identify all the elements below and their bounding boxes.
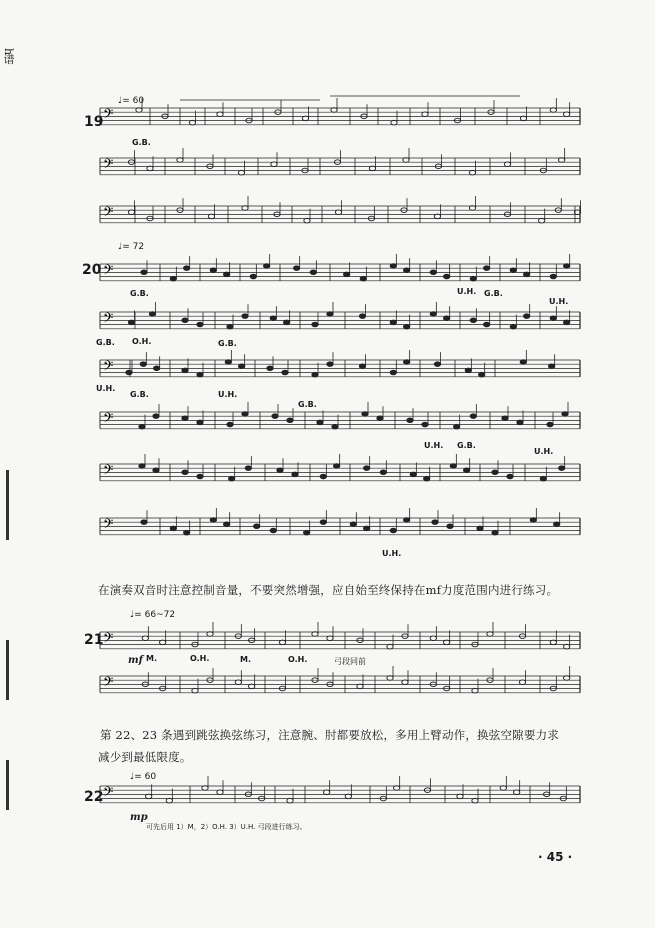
note-marks xyxy=(126,96,581,803)
note-head xyxy=(430,636,436,641)
note-head xyxy=(432,520,438,525)
note-head xyxy=(140,362,146,367)
bowing-label: U.H. xyxy=(457,287,477,296)
tempo-ex19: ♩= 60 xyxy=(118,96,145,106)
note-head xyxy=(272,414,278,419)
note-head xyxy=(142,636,148,641)
bowing-label: U.H. xyxy=(424,441,444,450)
note-head xyxy=(227,422,233,427)
note-head xyxy=(563,320,569,325)
note-head xyxy=(360,276,366,281)
binding-edge-2 xyxy=(6,640,9,700)
bowing-label: 弓段同前 xyxy=(334,657,366,666)
note-head xyxy=(217,790,223,795)
note-head xyxy=(523,314,529,319)
note-head xyxy=(293,266,299,271)
note-head xyxy=(292,472,298,477)
note-head xyxy=(189,120,195,125)
note-head xyxy=(177,158,183,163)
note-head xyxy=(327,362,333,367)
bass-clef-icon: 𝄢 xyxy=(103,106,114,125)
note-head xyxy=(472,798,478,803)
note-head xyxy=(327,636,333,641)
note-head xyxy=(453,424,459,429)
note-head xyxy=(250,274,256,279)
note-head xyxy=(357,684,363,689)
note-head xyxy=(312,322,318,327)
note-head xyxy=(183,530,189,535)
note-head xyxy=(312,632,318,637)
note-head xyxy=(270,316,276,321)
note-head xyxy=(310,270,316,275)
note-head xyxy=(407,418,413,423)
note-head xyxy=(141,520,147,525)
footnote-ex22: 可先后用 1）M，2）O.H. 3）U.H. 弓段进行练习。 xyxy=(146,823,307,831)
note-head xyxy=(530,518,536,523)
note-head xyxy=(270,528,276,533)
note-head xyxy=(478,372,484,377)
note-head xyxy=(128,320,134,325)
note-head xyxy=(153,366,159,371)
note-head xyxy=(223,522,229,527)
note-head xyxy=(332,424,338,429)
note-head xyxy=(159,640,165,645)
note-head xyxy=(443,274,449,279)
note-head xyxy=(563,676,569,681)
bass-clef-icon: 𝄢 xyxy=(103,784,114,803)
note-head xyxy=(207,632,213,637)
note-head xyxy=(153,468,159,473)
note-head xyxy=(147,166,153,171)
note-head xyxy=(563,112,569,117)
note-head xyxy=(390,320,396,325)
note-head xyxy=(548,364,554,369)
bass-clef-icon: 𝄢 xyxy=(103,262,114,281)
note-head xyxy=(227,324,233,329)
page-number: · 45 · xyxy=(538,850,573,864)
note-head xyxy=(483,322,489,327)
note-head xyxy=(403,360,409,365)
note-head xyxy=(447,524,453,529)
note-head xyxy=(500,786,506,791)
binding-mark: h谱 xyxy=(2,48,15,63)
note-head xyxy=(410,472,416,477)
note-head xyxy=(327,312,333,317)
note-head xyxy=(422,112,428,117)
bowing-label: O.H. xyxy=(132,337,152,346)
note-head xyxy=(477,526,483,531)
note-head xyxy=(317,420,323,425)
tempo-ex22: ♩= 60 xyxy=(130,772,157,782)
bass-clef-icon: 𝄢 xyxy=(103,674,114,693)
note-head xyxy=(126,370,132,375)
note-head xyxy=(465,368,471,373)
bass-clef-icon: 𝄢 xyxy=(103,204,114,223)
note-head xyxy=(359,314,365,319)
note-head xyxy=(540,476,546,481)
bowing-label: G.B. xyxy=(298,400,317,409)
note-head xyxy=(430,270,436,275)
bowing-label: O.H. xyxy=(288,655,308,664)
note-head xyxy=(390,370,396,375)
tempo-ex21: ♩= 66~72 xyxy=(130,610,176,620)
note-head xyxy=(553,522,559,527)
note-head xyxy=(283,320,289,325)
note-head xyxy=(387,644,393,649)
note-head xyxy=(434,362,440,367)
note-head xyxy=(287,798,293,803)
note-head xyxy=(335,210,341,215)
note-head xyxy=(403,518,409,523)
note-head xyxy=(457,794,463,799)
note-head xyxy=(402,680,408,685)
note-head xyxy=(166,798,172,803)
bowing-label: M. xyxy=(146,654,157,663)
note-head xyxy=(510,268,516,273)
note-head xyxy=(519,680,525,685)
note-head xyxy=(235,680,241,685)
note-head xyxy=(238,170,244,175)
bass-clef-icon: 𝄢 xyxy=(103,630,114,649)
note-head xyxy=(245,466,251,471)
note-head xyxy=(563,644,569,649)
note-head xyxy=(149,312,155,317)
note-head xyxy=(345,794,351,799)
note-head xyxy=(363,526,369,531)
note-head xyxy=(550,316,556,321)
note-head xyxy=(507,474,513,479)
note-head xyxy=(287,418,293,423)
note-head xyxy=(225,360,231,365)
note-head xyxy=(197,322,203,327)
note-head xyxy=(182,416,188,421)
note-head xyxy=(430,312,436,317)
note-head xyxy=(331,108,337,113)
note-head xyxy=(139,424,145,429)
bowing-label: G.B. xyxy=(218,339,237,348)
note-head xyxy=(483,266,489,271)
bowing-label: U.H. xyxy=(96,384,116,393)
note-head xyxy=(487,632,493,637)
note-head xyxy=(304,218,310,223)
note-head xyxy=(263,264,269,269)
note-head xyxy=(139,464,145,469)
note-head xyxy=(492,530,498,535)
note-head xyxy=(350,522,356,527)
bowing-label: G.B. xyxy=(484,289,503,298)
note-head xyxy=(443,640,449,645)
note-head xyxy=(303,530,309,535)
note-head xyxy=(403,268,409,273)
instruction-ex22-23-line2: 减少到最低限度。 xyxy=(98,750,192,764)
note-head xyxy=(197,420,203,425)
note-head xyxy=(377,416,383,421)
note-head xyxy=(153,414,159,419)
note-head xyxy=(558,158,564,163)
note-head xyxy=(228,476,234,481)
instruction-ex21: 在演奏双音时注意控制音量，不要突然增强，应自始至终保持在mf力度范围内进行练习。 xyxy=(98,583,559,597)
note-head xyxy=(517,420,523,425)
note-head xyxy=(145,794,151,799)
bowing-label: G.B. xyxy=(130,289,149,298)
note-head xyxy=(469,206,475,211)
note-head xyxy=(182,318,188,323)
note-head xyxy=(434,214,440,219)
note-head xyxy=(369,166,375,171)
note-head xyxy=(136,108,142,113)
bowing-label: G.B. xyxy=(132,138,151,147)
note-head xyxy=(277,468,283,473)
note-head xyxy=(470,276,476,281)
note-head xyxy=(387,676,393,681)
note-head xyxy=(390,528,396,533)
note-head xyxy=(558,466,564,471)
bowing-label: U.H. xyxy=(382,549,402,558)
note-head xyxy=(170,526,176,531)
note-head xyxy=(363,466,369,471)
note-head xyxy=(562,412,568,417)
note-head xyxy=(470,414,476,419)
note-head xyxy=(170,276,176,281)
bowing-label: U.H. xyxy=(549,297,569,306)
bass-clef-icon: 𝄢 xyxy=(103,410,114,429)
note-head xyxy=(128,210,134,215)
note-head xyxy=(391,120,397,125)
note-head xyxy=(238,364,244,369)
exercise-number-21: 21 xyxy=(84,632,104,648)
dynamic-ex21: mf xyxy=(128,655,143,666)
note-head xyxy=(523,272,529,277)
note-head xyxy=(403,158,409,163)
note-head xyxy=(550,640,556,645)
bowing-label: G.B. xyxy=(457,441,476,450)
note-head xyxy=(282,370,288,375)
note-head xyxy=(208,214,214,219)
note-head xyxy=(504,162,510,167)
note-head xyxy=(267,366,273,371)
note-head xyxy=(470,318,476,323)
note-head xyxy=(320,474,326,479)
note-head xyxy=(520,116,526,121)
note-head xyxy=(217,112,223,117)
bowing-label: M. xyxy=(240,655,251,664)
bass-clef-icon: 𝄢 xyxy=(103,358,114,377)
bowing-label: O.H. xyxy=(190,654,210,663)
note-head xyxy=(248,684,254,689)
note-head xyxy=(550,108,556,113)
note-head xyxy=(210,518,216,523)
bass-clef-icon: 𝄢 xyxy=(103,516,114,535)
note-head xyxy=(242,412,248,417)
note-head xyxy=(343,272,349,277)
note-head xyxy=(423,476,429,481)
note-head xyxy=(380,470,386,475)
note-head xyxy=(182,470,188,475)
note-head xyxy=(450,464,456,469)
bass-clef-icon: 𝄢 xyxy=(103,462,114,481)
note-head xyxy=(192,688,198,693)
note-head xyxy=(422,422,428,427)
note-head xyxy=(520,360,526,365)
note-head xyxy=(271,162,277,167)
note-head xyxy=(492,470,498,475)
exercise-number-20: 20 xyxy=(82,262,102,278)
note-head xyxy=(510,324,516,329)
bass-clef-icon: 𝄢 xyxy=(103,156,114,175)
bowing-label: U.H. xyxy=(534,447,554,456)
note-head xyxy=(323,790,329,795)
note-head xyxy=(312,372,318,377)
note-head xyxy=(563,264,569,269)
note-head xyxy=(513,790,519,795)
note-head xyxy=(393,786,399,791)
tempo-ex20: ♩= 72 xyxy=(118,242,145,252)
note-head xyxy=(472,688,478,693)
note-head xyxy=(390,264,396,269)
note-head xyxy=(333,464,339,469)
bowing-label: U.H. xyxy=(218,390,238,399)
note-head xyxy=(182,368,188,373)
binding-edge-3 xyxy=(6,760,9,810)
bass-clef-icon: 𝄢 xyxy=(103,310,114,329)
note-head xyxy=(202,786,208,791)
note-head xyxy=(223,272,229,277)
note-head xyxy=(359,364,365,369)
note-head xyxy=(197,474,203,479)
note-head xyxy=(550,274,556,279)
bowing-label: G.B. xyxy=(96,338,115,347)
note-head xyxy=(403,324,409,329)
note-head xyxy=(538,218,544,223)
note-head xyxy=(547,422,553,427)
exercise-number-19: 19 xyxy=(84,114,104,130)
dynamic-ex22: mp xyxy=(130,812,148,823)
note-head xyxy=(210,268,216,273)
binding-edge-1 xyxy=(6,470,9,540)
bowing-label: G.B. xyxy=(130,390,149,399)
note-head xyxy=(443,316,449,321)
note-head xyxy=(362,412,368,417)
note-head xyxy=(183,266,189,271)
exercise-number-22: 22 xyxy=(84,789,104,805)
note-head xyxy=(469,170,475,175)
instruction-ex22-23-line1: 第 22、23 条遇到跳弦换弦练习，注意腕、肘都要放松，多用上臂动作，换弦空隙要力求 xyxy=(100,728,559,742)
note-head xyxy=(302,116,308,121)
note-head xyxy=(279,640,285,645)
note-head xyxy=(141,270,147,275)
note-head xyxy=(242,314,248,319)
note-head xyxy=(463,468,469,473)
note-head xyxy=(197,372,203,377)
note-head xyxy=(320,520,326,525)
note-head xyxy=(502,416,508,421)
note-head xyxy=(253,524,259,529)
note-head xyxy=(242,206,248,211)
